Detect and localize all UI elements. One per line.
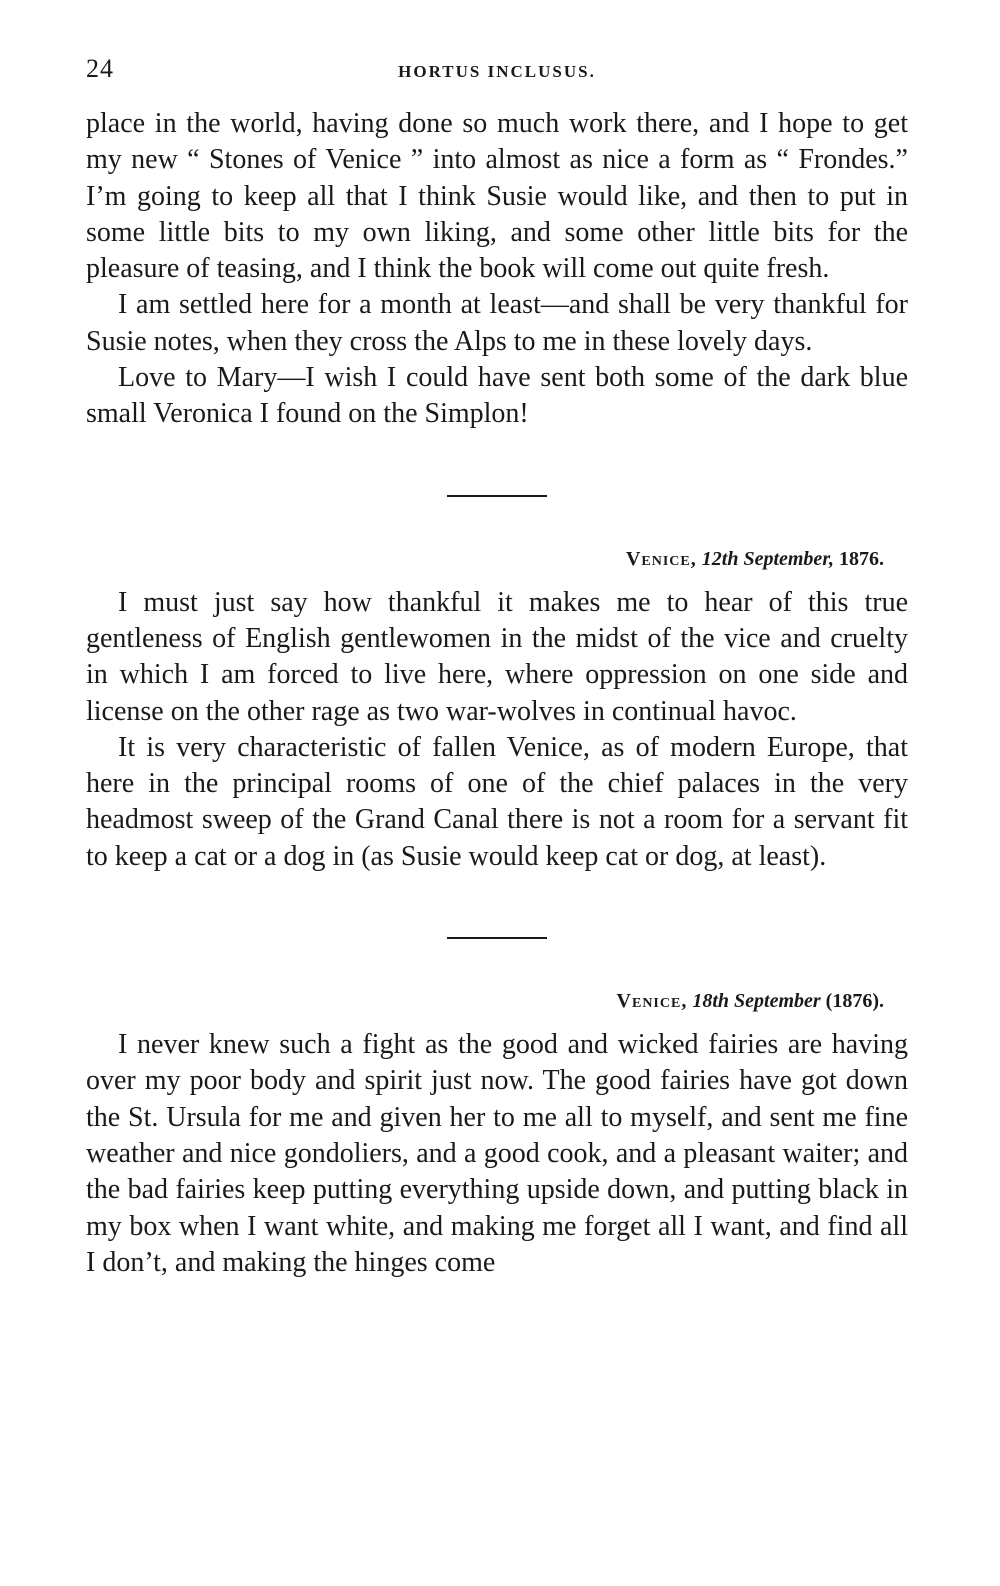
page-number: 24	[86, 54, 114, 83]
dateline-year: (1876).	[825, 990, 884, 1013]
running-head	[86, 52, 908, 92]
section-divider	[447, 937, 547, 939]
paragraph: I never knew such a fight as the good and wicked fairies are having over my poor body and spirit just now. The good fairies have got down the St. Ursula for me and given her to me all to myself, and sent me fine weather and nice gondoliers, and a good cook, and a pleasant waiter; and the bad fairies keep putting everything upside down, and putting black in my box when I want white, and making me forget all I want, and find all I don’t, and making the hinges come	[86, 1029, 908, 1278]
dateline	[86, 989, 884, 1013]
body-text	[86, 106, 908, 1281]
dateline-date: 12th September,	[701, 547, 834, 570]
letter-venice-12-september	[86, 547, 908, 875]
paragraph: I am settled here for a month at least—and shall be very thankful for Susie notes, when they cross the Alps to me in these lovely days.	[86, 289, 908, 357]
paragraph: It is very characteristic of fallen Venice, as of modern Europe, that here in the principal rooms of one of the chief palaces in the very headmost sweep of the Grand Canal there is not a room for a servant fit to keep a cat or a dog in (as Susie would keep cat or dog, at least).	[86, 731, 908, 872]
dateline-year: 1876.	[839, 547, 884, 570]
paragraph: Love to Mary—I wish I could have sent both some of the dark blue small Veronica I found on the Simplon!	[86, 362, 908, 430]
letter-continuation	[86, 106, 908, 433]
dateline-date: 18th September	[692, 990, 821, 1013]
dateline	[86, 547, 884, 571]
letter-venice-18-september	[86, 989, 908, 1281]
section-divider	[447, 495, 547, 497]
book-page	[86, 52, 908, 1281]
dateline-place: Venice,	[625, 547, 697, 570]
paragraph: place in the world, having done so much work there, and I hope to get my new “ Stones of Venice ” into almost as nice a form as “ Frondes.” I’m going to keep all that I think Susie would like, and then to put in some little bits to my own liking, and some other little bits for the pleasure of teasing, and I think the book will come out quite fresh.	[86, 108, 908, 285]
paragraph: I must just say how thankful it makes me to hear of this true gentleness of English gentlewomen in the midst of the vice and cruelty in which I am forced to live here, where oppression on one side and license on the other rage as two war-wolves in continual havoc.	[86, 586, 908, 727]
dateline-place: Venice,	[616, 990, 688, 1013]
running-title: HORTUS INCLUSUS.	[398, 62, 596, 81]
